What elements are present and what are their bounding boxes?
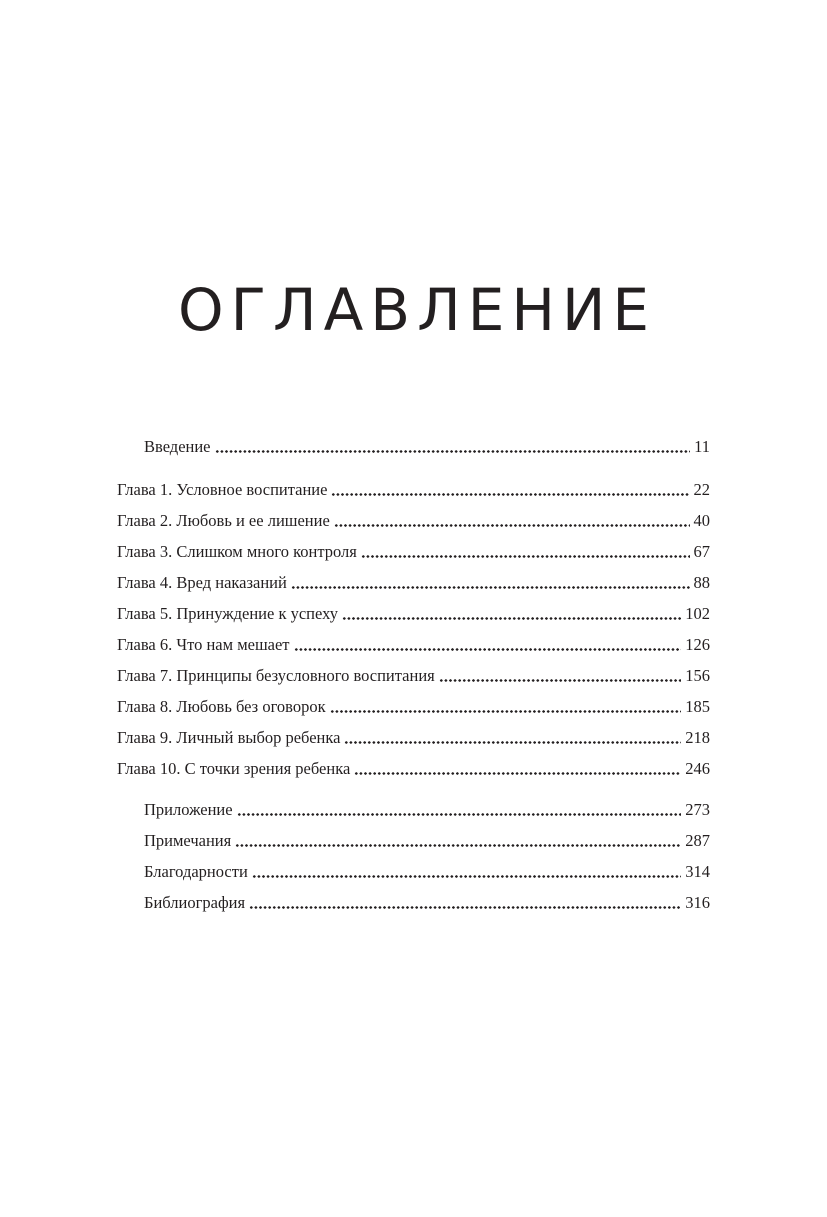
dot-leader [252, 874, 681, 879]
dot-leader [294, 647, 682, 652]
toc-entry-page: 218 [685, 728, 710, 747]
toc-entry-label: Библиография [144, 893, 246, 912]
toc-entry-page: 22 [693, 480, 710, 499]
dot-leader [354, 771, 681, 776]
toc-entry-label: Примечания [144, 831, 232, 850]
toc-entry-page: 67 [693, 542, 710, 561]
toc-entry-chapter-5[interactable] [117, 604, 710, 624]
toc-entry-page: 126 [685, 635, 710, 654]
toc-entry-page: 246 [685, 759, 710, 778]
toc-entry-page: 273 [685, 800, 710, 819]
toc-entry-page: 156 [685, 666, 710, 685]
toc-entry-page: 314 [685, 862, 710, 881]
dot-leader [291, 585, 690, 590]
toc-entry-introduction[interactable] [117, 437, 710, 457]
toc-entry-label: Глава 9. Личный выбор ребенка [117, 728, 341, 747]
toc-entry-notes[interactable] [117, 831, 710, 851]
toc-entry-label: Введение [144, 437, 211, 456]
toc-entry-chapter-10[interactable] [117, 759, 710, 779]
dot-leader [330, 709, 682, 714]
toc-entry-page: 88 [693, 573, 710, 592]
dot-leader [237, 812, 682, 817]
toc-entry-page: 11 [694, 437, 710, 456]
toc-entry-chapter-7[interactable] [117, 666, 710, 686]
toc-entry-acknowledgements[interactable] [117, 862, 710, 882]
toc-entry-page: 185 [685, 697, 710, 716]
toc-entry-label: Глава 7. Принципы безусловного воспитания [117, 666, 435, 685]
dot-leader [249, 905, 681, 910]
toc-entry-page: 40 [693, 511, 710, 530]
toc-entry-chapter-9[interactable] [117, 728, 710, 748]
toc-entry-appendix[interactable] [117, 800, 710, 820]
dot-leader [334, 523, 690, 528]
toc-entry-chapter-1[interactable] [117, 480, 710, 500]
toc-entry-chapter-3[interactable] [117, 542, 710, 562]
dot-leader [235, 843, 681, 848]
toc-entry-label: Глава 5. Принуждение к успеху [117, 604, 338, 623]
toc-entry-label: Приложение [144, 800, 233, 819]
toc-entry-label: Глава 6. Что нам мешает [117, 635, 290, 654]
dot-leader [344, 740, 681, 745]
toc-entry-label: Глава 8. Любовь без оговорок [117, 697, 326, 716]
toc-entry-bibliography[interactable] [117, 893, 710, 913]
toc-entry-chapter-6[interactable] [117, 635, 710, 655]
page-title: ОГЛАВЛЕНИЕ [177, 276, 656, 344]
toc-entry-chapter-8[interactable] [117, 697, 710, 717]
dot-leader [361, 554, 690, 559]
dot-leader [342, 616, 681, 621]
toc-entry-page: 102 [685, 604, 710, 623]
toc-entry-chapter-4[interactable] [117, 573, 710, 593]
toc-entry-page: 316 [685, 893, 710, 912]
toc-entry-chapter-2[interactable] [117, 511, 710, 531]
dot-leader [331, 492, 689, 497]
table-of-contents [117, 0, 710, 1217]
toc-entry-page: 287 [685, 831, 710, 850]
toc-entry-label: Глава 1. Условное воспитание [117, 480, 328, 499]
toc-entry-label: Глава 3. Слишком много контроля [117, 542, 357, 561]
toc-entry-label: Глава 4. Вред наказаний [117, 573, 287, 592]
toc-entry-label: Глава 2. Любовь и ее лишение [117, 511, 330, 530]
toc-entry-label: Глава 10. С точки зрения ребенка [117, 759, 351, 778]
dot-leader [439, 678, 682, 683]
dot-leader [215, 449, 691, 454]
toc-entry-label: Благодарности [144, 862, 248, 881]
